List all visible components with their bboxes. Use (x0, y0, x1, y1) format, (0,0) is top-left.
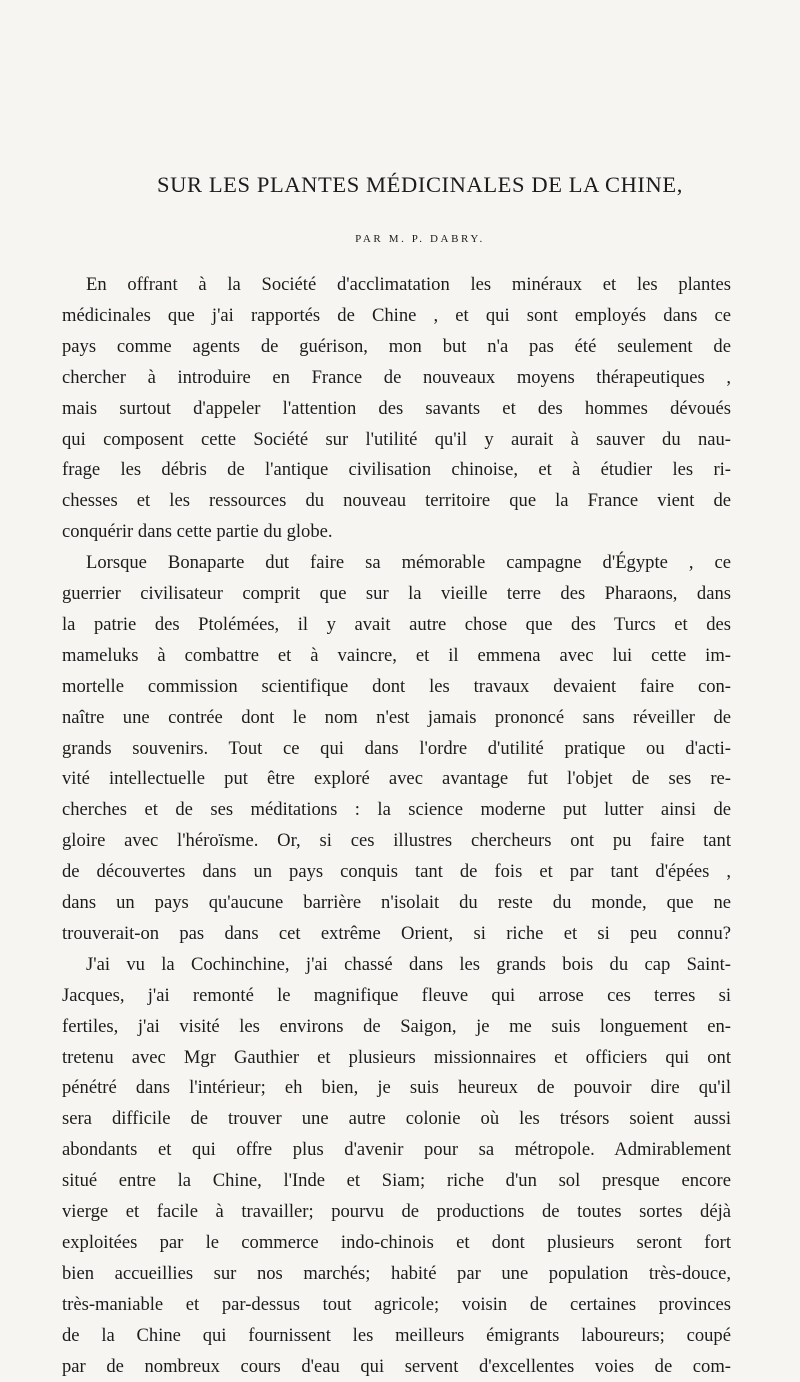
text-line: pénétré dans l'intérieur; eh bien, je suis heureux de pouvoir dire qu'il (62, 1077, 731, 1099)
document-title: SUR LES PLANTES MÉDICINALES DE LA CHINE, (157, 172, 683, 197)
text-line: trouverait-on pas dans cet extrême Orient, si riche et si peu connu? (62, 922, 731, 944)
text-line: naître une contrée dont le nom n'est jamais prononcé sans réveiller de (62, 706, 731, 728)
text-line: la patrie des Ptolémées, il y avait autre chose que des Turcs et des (62, 613, 731, 635)
text-line: très-maniable et par-dessus tout agricole; voisin de certaines provinces (62, 1293, 731, 1315)
text-line: de découvertes dans un pays conquis tant de fois et par tant d'épées , (62, 861, 731, 883)
text-line: gloire avec l'héroïsme. Or, si ces illustres chercheurs ont pu faire tant (62, 830, 731, 852)
text-line: qui composent cette Société sur l'utilité qu'il y aurait à sauver du nau- (62, 428, 731, 450)
text-line: sera difficile de trouver une autre colonie où les trésors soient aussi (62, 1108, 731, 1130)
text-line: vité intellectuelle put être exploré avec avantage fut l'objet de ses re- (62, 768, 731, 790)
text-line: situé entre la Chine, l'Inde et Siam; riche d'un sol presque encore (62, 1170, 731, 1192)
text-line: mameluks à combattre et à vaincre, et il emmena avec lui cette im- (62, 644, 731, 666)
text-line: cherches et de ses méditations : la science moderne put lutter ainsi de (62, 799, 731, 821)
text-line: chercher à introduire en France de nouveaux moyens thérapeutiques , (62, 366, 731, 388)
text-line: exploitées par le commerce indo-chinois et dont plusieurs seront fort (62, 1231, 731, 1253)
text-line: mais surtout d'appeler l'attention des savants et des hommes dévoués (62, 397, 731, 419)
text-line: conquérir dans cette partie du globe. (62, 521, 333, 543)
text-line: abondants et qui offre plus d'avenir pour sa métropole. Admirablement (62, 1139, 731, 1161)
text-line: bien accueillies sur nos marchés; habité par une population très-douce, (62, 1262, 731, 1284)
text-line: de la Chine qui fournissent les meilleurs émigrants laboureurs; coupé (62, 1324, 731, 1346)
text-line: chesses et les ressources du nouveau territoire que la France vient de (62, 490, 731, 512)
text-line: vierge et facile à travailler; pourvu de productions de toutes sortes déjà (62, 1201, 731, 1222)
text-line: pays comme agents de guérison, mon but n'a pas été seulement de (62, 335, 731, 357)
text-line: dans un pays qu'aucune barrière n'isolait du reste du monde, que ne (62, 892, 731, 913)
author-byline: PAR M. P. DABRY. (355, 233, 485, 245)
text-line: Jacques, j'ai remonté le magnifique fleuve qui arrose ces terres si (62, 984, 731, 1006)
text-line: mortelle commission scientifique dont les travaux devaient faire con- (62, 675, 731, 697)
text-line: Lorsque Bonaparte dut faire sa mémorable campagne d'Égypte , ce (86, 552, 731, 574)
text-line: médicinales que j'ai rapportés de Chine , et qui sont employés dans ce (62, 304, 731, 326)
text-line: tretenu avec Mgr Gauthier et plusieurs missionnaires et officiers qui ont (62, 1046, 731, 1068)
text-line: frage les débris de l'antique civilisation chinoise, et à étudier les ri- (62, 459, 731, 481)
text-line: grands souvenirs. Tout ce qui dans l'ordre d'utilité pratique ou d'acti- (62, 737, 731, 759)
text-line: par de nombreux cours d'eau qui servent d'excellentes voies de com- (62, 1355, 731, 1377)
text-line: J'ai vu la Cochinchine, j'ai chassé dans les grands bois du cap Saint- (86, 953, 731, 975)
text-line: guerrier civilisateur comprit que sur la vieille terre des Pharaons, dans (62, 583, 731, 604)
text-line: fertiles, j'ai visité les environs de Saigon, je me suis longuement en- (62, 1015, 731, 1037)
text-line: En offrant à la Société d'acclimatation les minéraux et les plantes (86, 274, 731, 295)
